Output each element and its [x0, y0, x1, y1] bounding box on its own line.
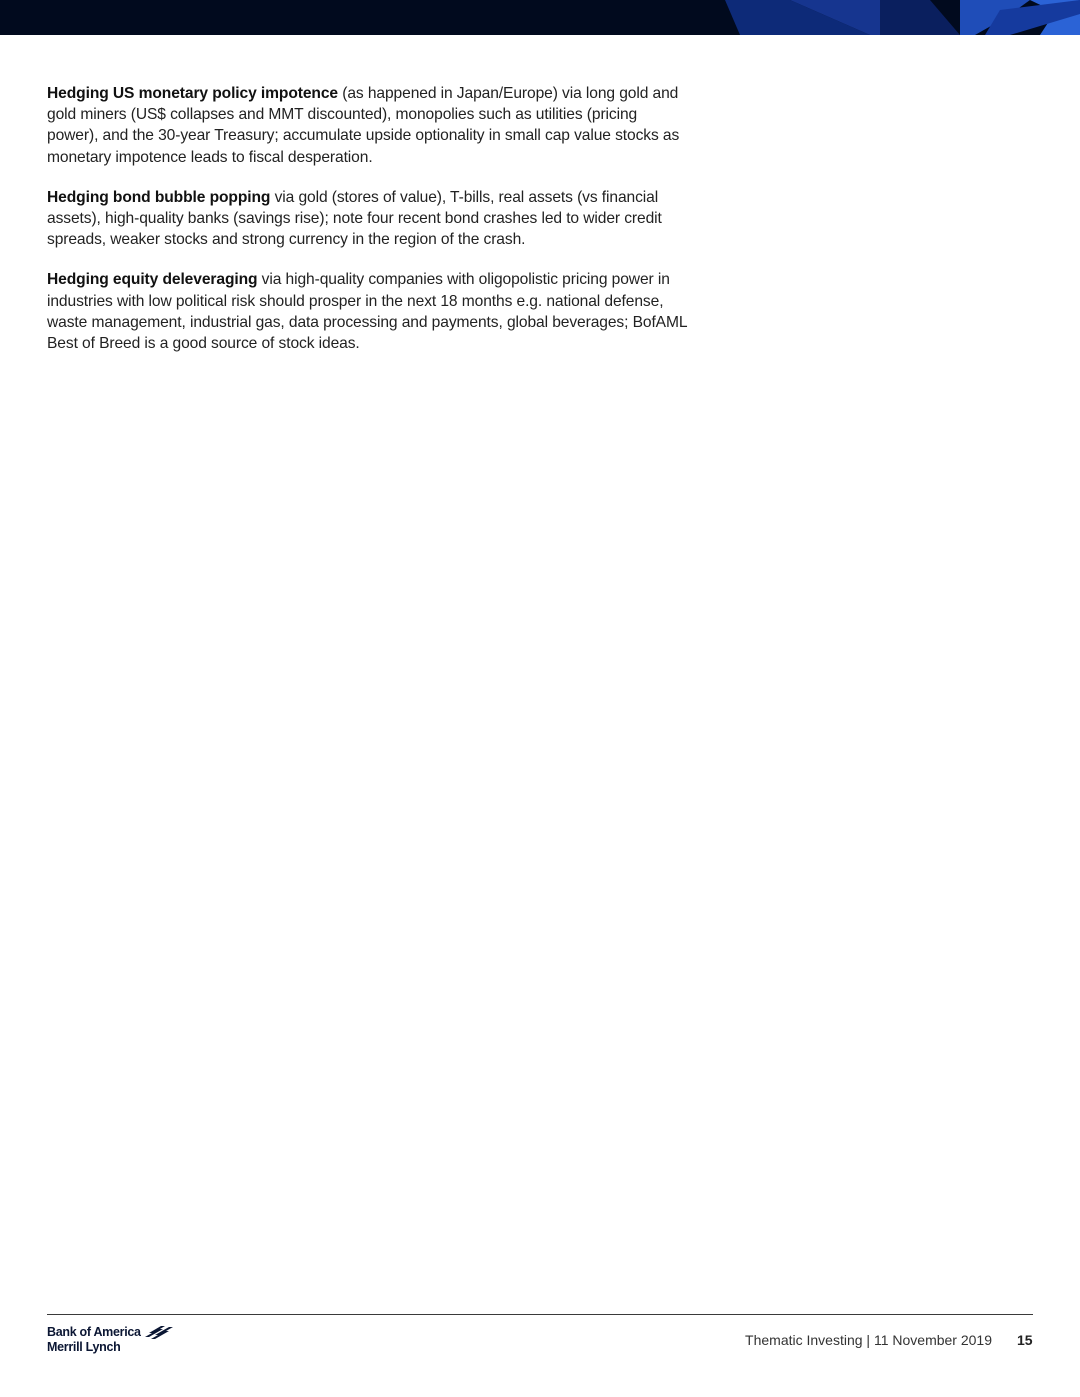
page-number: 15	[1017, 1332, 1033, 1348]
paragraph-bond-bubble	[47, 187, 687, 251]
report-title-date: Thematic Investing | 11 November 2019	[745, 1332, 992, 1348]
footer-divider	[47, 1314, 1033, 1315]
paragraph-monetary-policy	[47, 83, 687, 168]
header-graphic	[0, 0, 1080, 35]
paragraph-equity-deleveraging	[47, 269, 687, 354]
bank-of-america-flag-icon	[143, 1325, 175, 1341]
main-content	[47, 83, 687, 373]
logo-wordmark	[47, 1325, 141, 1355]
header-bar	[0, 0, 1080, 35]
paragraph-lead: Hedging US monetary policy impotence	[47, 85, 338, 102]
paragraph-lead: Hedging equity deleveraging	[47, 271, 258, 289]
paragraph-body: (as happened in Japan/Europe) via long gold and gold miners (US$ collapses and MMT discounted), monopolies such as utilities (pricing power), and the 30-year Treasury; accumulate upside optionality in small cap value stocks as monetary impotence leads to fiscal desperation.	[47, 85, 680, 166]
paragraph-lead: Hedging bond bubble popping	[47, 188, 271, 206]
logo-line-2: Merrill Lynch	[47, 1340, 121, 1354]
paragraph-body: via high-quality companies with oligopolistic pricing power in industries with low political risk should prosper in the next 18 months e.g. national defense, waste management, industrial gas, data processing and payments, global beverages; BofAML Best of Breed is a good source of stock ideas.	[47, 271, 687, 353]
logo-line-1: Bank of America	[47, 1325, 141, 1339]
paragraph-body: via gold (stores of value), T-bills, real assets (vs financial assets), high-quality banks (savings rise); note four recent bond crashes led to wider credit spreads, weaker stocks and strong currency in the region of the crash.	[47, 188, 662, 249]
